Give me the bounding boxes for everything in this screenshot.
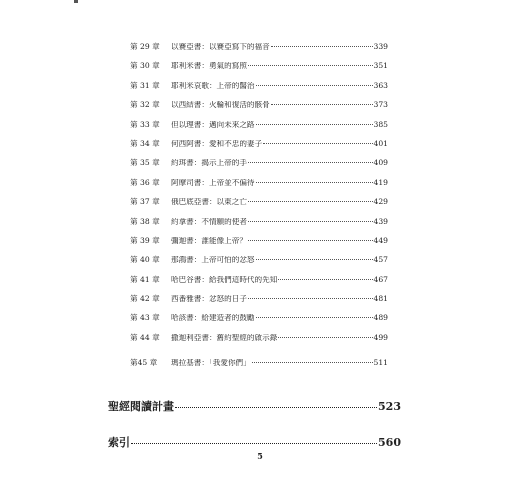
chapter-number: 第 41 章 bbox=[130, 274, 160, 284]
table-of-contents bbox=[130, 43, 388, 379]
scan-mark bbox=[74, 0, 78, 3]
page-number: 467 bbox=[373, 274, 388, 284]
chapter-number: 第 35 章 bbox=[130, 158, 160, 168]
dot-leader bbox=[271, 104, 373, 105]
page-number: 363 bbox=[373, 80, 388, 90]
dot-leader bbox=[256, 317, 373, 318]
dot-leader bbox=[131, 443, 377, 444]
dot-leader bbox=[256, 124, 373, 125]
dot-leader bbox=[278, 337, 372, 338]
chapter-number: 第 29 章 bbox=[130, 42, 160, 51]
dot-leader bbox=[278, 279, 372, 280]
page-number: 429 bbox=[373, 197, 388, 207]
page-number: 373 bbox=[373, 100, 388, 110]
page-number: 511 bbox=[373, 358, 388, 368]
page-number: 419 bbox=[373, 177, 388, 187]
page-number: 481 bbox=[373, 294, 388, 304]
toc-entry-33[interactable] bbox=[130, 121, 388, 140]
chapter-number: 第 39 章 bbox=[130, 235, 160, 245]
dot-leader bbox=[248, 240, 373, 241]
toc-entry-36[interactable] bbox=[130, 179, 388, 198]
chapter-title: 耶利米哀歌：上帝的醫治 bbox=[171, 81, 255, 90]
dot-leader bbox=[248, 298, 373, 299]
page-number: 439 bbox=[373, 216, 388, 226]
toc-entry-34[interactable] bbox=[130, 140, 388, 159]
chapter-title: 何西阿書：愛和不忠的妻子 bbox=[171, 139, 263, 148]
chapter-number: 第 30 章 bbox=[130, 61, 160, 71]
chapter-title: 約拿書：不情願的使者 bbox=[171, 217, 247, 226]
chapter-number: 第 32 章 bbox=[130, 100, 160, 110]
page-number: 489 bbox=[373, 313, 388, 323]
chapter-title: 以賽亞書：以賽亞寫下的福音 bbox=[171, 43, 270, 51]
toc-entry-reading-plan[interactable] bbox=[108, 398, 401, 414]
chapter-number: 第 31 章 bbox=[130, 80, 160, 90]
dot-leader bbox=[252, 362, 373, 363]
chapter-title: 耶利米書：勇氣的寫照 bbox=[171, 62, 247, 70]
dot-leader bbox=[256, 182, 373, 183]
dot-leader bbox=[248, 201, 373, 202]
chapter-title: 彌迦書：誰能像上帝？ bbox=[171, 236, 247, 245]
page-number: 339 bbox=[373, 42, 388, 51]
toc-entry-31[interactable] bbox=[130, 82, 388, 101]
chapter-title: 但以理書：邁向未來之路 bbox=[171, 120, 255, 129]
page-number: 523 bbox=[378, 400, 401, 413]
toc-entry-30[interactable] bbox=[130, 62, 388, 81]
dot-leader bbox=[256, 259, 373, 260]
chapter-title: 以西結書：火輪和復活的骸骨 bbox=[171, 101, 270, 109]
chapter-number: 第 42 章 bbox=[130, 294, 160, 304]
chapter-title: 俄巴底亞書：以東之亡 bbox=[171, 198, 247, 206]
dot-leader bbox=[248, 162, 373, 163]
dot-leader bbox=[256, 85, 373, 86]
dot-leader bbox=[175, 407, 377, 408]
toc-entry-29[interactable] bbox=[130, 43, 388, 62]
toc-entry-35[interactable] bbox=[130, 159, 388, 178]
page-number: 401 bbox=[373, 138, 388, 148]
chapter-title: 撒迦利亞書：舊約聖經的啟示錄 bbox=[171, 333, 278, 342]
chapter-title: 那鴻書：上帝可怕的忿怒 bbox=[171, 256, 255, 264]
chapter-number: 第 36 章 bbox=[130, 177, 160, 187]
chapter-title: 阿摩司書：上帝並不偏待 bbox=[171, 178, 255, 187]
section-title: 聖經閱讀計畫 bbox=[108, 400, 174, 413]
toc-entry-32[interactable] bbox=[130, 101, 388, 120]
chapter-title: 西番雅書：忿怒的日子 bbox=[171, 295, 247, 303]
page-number: 499 bbox=[373, 332, 388, 342]
chapter-title: 瑪拉基書：「我愛你們」 bbox=[171, 359, 251, 367]
toc-entry-37[interactable] bbox=[130, 198, 388, 217]
chapter-number: 第45 章 bbox=[130, 358, 158, 368]
toc-entry-45[interactable] bbox=[130, 359, 388, 378]
page-number: 560 bbox=[378, 436, 401, 449]
page-number: 457 bbox=[373, 255, 388, 265]
section-title: 索引 bbox=[108, 436, 130, 449]
page-number: 409 bbox=[373, 158, 388, 168]
footer-page-number: 5 bbox=[257, 451, 263, 461]
dot-leader bbox=[263, 143, 372, 144]
toc-entry-44[interactable] bbox=[130, 334, 388, 353]
dot-leader bbox=[271, 46, 373, 47]
toc-entry-41[interactable] bbox=[130, 276, 388, 295]
toc-entry-index[interactable] bbox=[108, 434, 401, 450]
dot-leader bbox=[248, 65, 373, 66]
chapter-number: 第 37 章 bbox=[130, 197, 160, 207]
chapter-title: 約珥書：揭示上帝的手 bbox=[171, 159, 247, 167]
chapter-number: 第 38 章 bbox=[130, 216, 160, 226]
toc-entry-40[interactable] bbox=[130, 256, 388, 275]
page-number: 351 bbox=[373, 61, 388, 71]
toc-entry-43[interactable] bbox=[130, 314, 388, 333]
page-number: 449 bbox=[373, 235, 388, 245]
chapter-number: 第 40 章 bbox=[130, 255, 160, 265]
chapter-title: 哈該書：給建造者的鼓勵 bbox=[171, 314, 255, 323]
chapter-title: 哈巴谷書：給我們這時代的先知 bbox=[171, 275, 278, 284]
chapter-number: 第 33 章 bbox=[130, 119, 160, 129]
chapter-number: 第 44 章 bbox=[130, 332, 160, 342]
chapter-number: 第 34 章 bbox=[130, 138, 160, 148]
toc-entry-38[interactable] bbox=[130, 218, 388, 237]
page-number: 385 bbox=[373, 119, 388, 129]
dot-leader bbox=[248, 221, 373, 222]
toc-entry-42[interactable] bbox=[130, 295, 388, 314]
chapter-number: 第 43 章 bbox=[130, 313, 160, 323]
toc-entry-39[interactable] bbox=[130, 237, 388, 256]
